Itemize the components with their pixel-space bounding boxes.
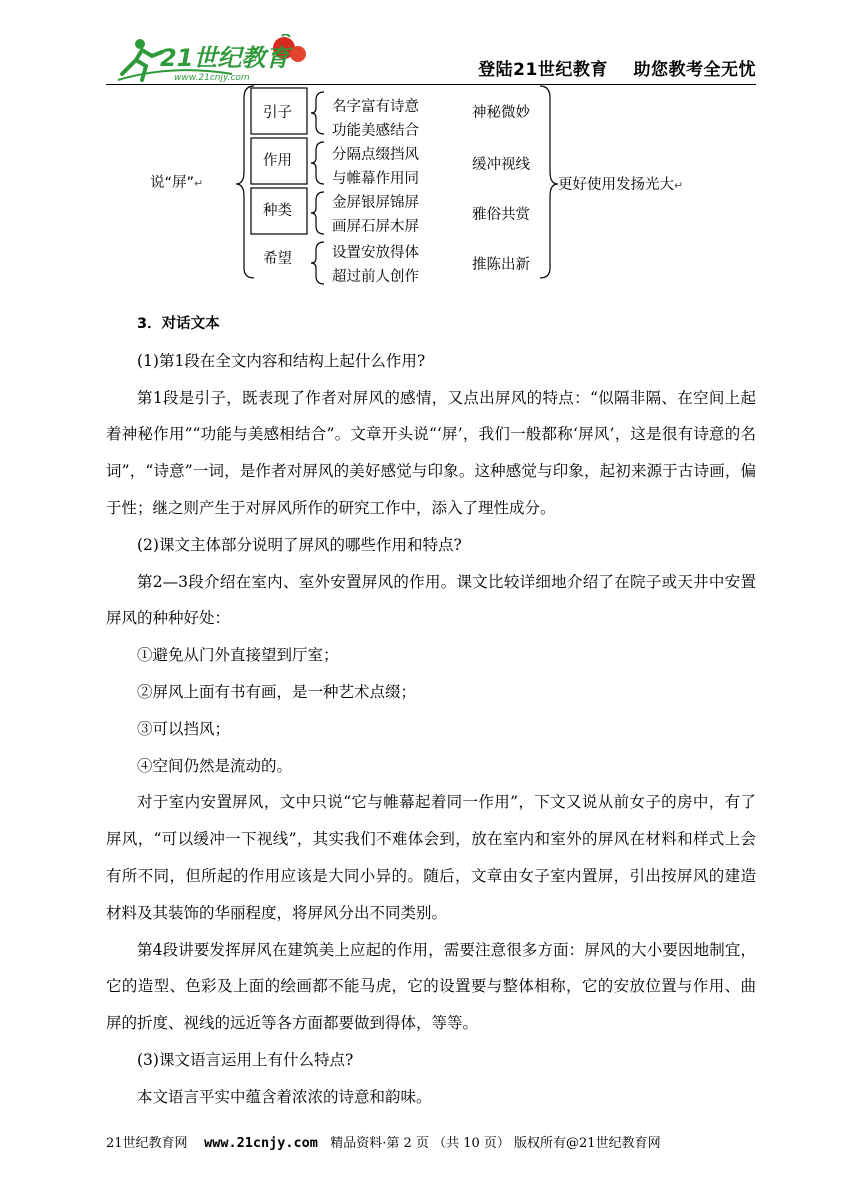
footer-site: 21世纪教育网 [106, 1136, 188, 1151]
footer-url-link[interactable]: www.21cnjy.com [204, 1135, 318, 1151]
diagram-item: 金屏银屏锦屏 [332, 195, 419, 211]
diagram-label: 作用 [263, 153, 292, 169]
header-slogan: 登陆21世纪教育 助您教考全无忧 [478, 60, 756, 80]
diagram-label: 希望 [263, 251, 292, 267]
list-item: ③可以挡风； [137, 719, 231, 738]
paragraph: 第4段讲要发挥屏风在建筑美上应起的作用，需要注意很多方面：屏风的大小要因地制宜，它的造型、色彩及上面的绘画都不能马虎，它的设置要与整体相称，它的安放位置与作用、曲屏的折度、视线的远近等各方面都要做到得体，等等。 [106, 940, 756, 1033]
diagram-item: 名字富有诗意 [332, 99, 419, 115]
structure-diagram [0, 80, 860, 290]
question: (1)第1段在全文内容和结构上起什么作用? [137, 351, 426, 370]
list-item: ①避免从门外直接望到厅室； [137, 646, 339, 665]
logo-url: www.21cnjy.com [174, 73, 250, 83]
diagram-item: 超过前人创作 [332, 269, 419, 285]
diagram-item: 设置安放得体 [332, 245, 419, 261]
diagram-label: 引子 [263, 105, 292, 121]
paragraph: 第1段是引子，既表现了作者对屏风的感情，又点出屏风的特点：“似隔非隔、在空间上起着神秘作用”“功能与美感相结合”。文章开头说“‘屏’，我们一般都称‘屏风’，这是很有诗意的名词”，“诗意”一词，是作者对屏风的美好感觉与印象。这种感觉与印象，起初来源于古诗画，偏于性；继之则产生于对屏风所作的研究工作中，添入了理性成分。 [106, 388, 756, 517]
diagram-root: 说“屏”↵ [150, 175, 204, 191]
question: (2)课文主体部分说明了屏风的哪些作用和特点? [137, 535, 462, 554]
diagram-item: 画屏石屏木屏 [332, 219, 419, 235]
diagram-summary: 雅俗共赏 [472, 207, 530, 223]
page-footer [106, 1132, 756, 1151]
list-item: ②屏风上面有书有画，是一种艺术点缀； [137, 682, 417, 701]
site-logo[interactable] [112, 34, 312, 86]
diagram-item: 分隔点缀挡风 [332, 147, 419, 163]
diagram-conclusion: 更好使用发扬光大↵ [558, 177, 684, 193]
question: (3)课文语言运用上有什么特点? [137, 1050, 354, 1069]
diagram-lines [0, 80, 860, 290]
section-heading: 3．对话文本 [137, 316, 220, 332]
body-text [106, 306, 756, 1116]
list-item: ④空间仍然是流动的。 [137, 756, 293, 775]
footer-page-info: 精品资料·第 2 页 （共 10 页） 版权所有@21世纪教育网 [330, 1136, 661, 1151]
diagram-summary: 推陈出新 [472, 257, 530, 273]
diagram-item: 功能美感结合 [332, 123, 419, 139]
paragraph: 本文语言平实中蕴含着浓浓的诗意和韵味。 [137, 1087, 432, 1106]
paragraph: 第2—3段介绍在室内、室外安置屏风的作用。课文比较详细地介绍了在院子或天井中安置屏风的种种好处： [106, 572, 756, 628]
diagram-summary: 神秘微妙 [472, 105, 530, 121]
diagram-summary: 缓冲视线 [472, 157, 530, 173]
paragraph: 对于室内安置屏风，文中只说“它与帷幕起着同一作用”，下文又说从前女子的房中，有了屏风，“可以缓冲一下视线”，其实我们不难体会到，放在室内和室外的屏风在材料和样式上会有所不同，但所起的作用应该是大同小异的。随后，文章由女子室内置屏，引出按屏风的建造材料及其装饰的华丽程度，将屏风分出不同类别。 [106, 793, 756, 922]
logo-text: 21世纪教育 [160, 44, 290, 72]
diagram-item: 与帷幕作用同 [332, 171, 419, 187]
diagram-label: 种类 [263, 203, 292, 219]
